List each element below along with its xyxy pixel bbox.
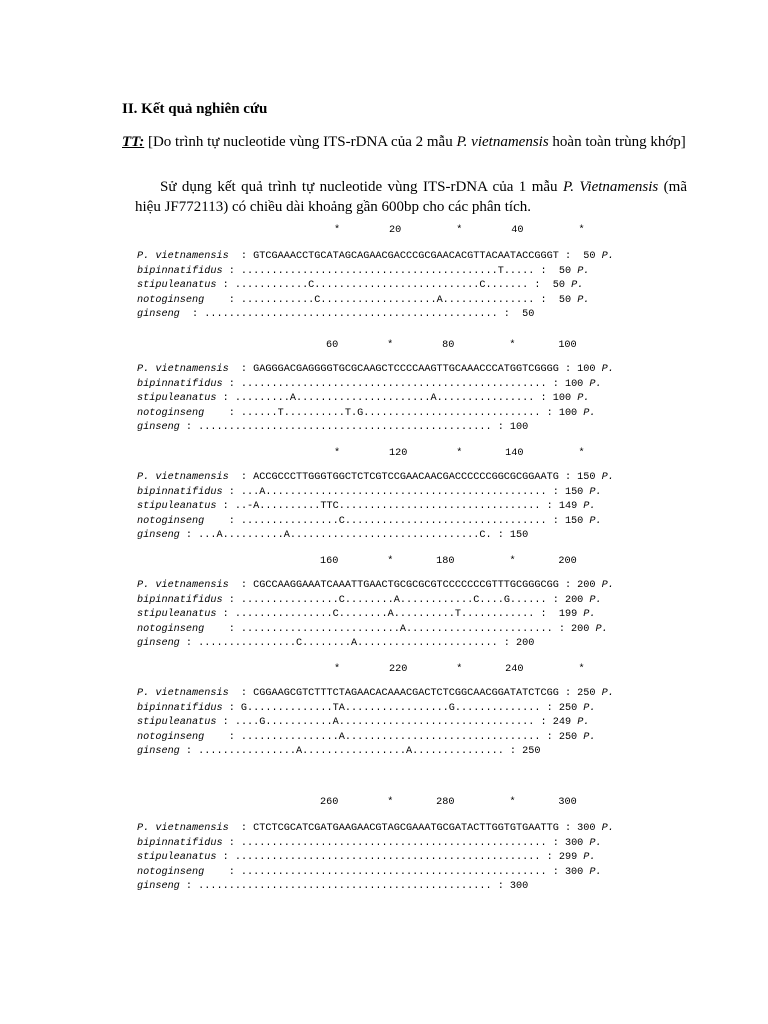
sequence: : ..........................................T..... : 50	[222, 265, 578, 277]
genus-prefix: P.	[601, 251, 614, 262]
position-ruler: 60 * 80 * 100	[326, 340, 577, 351]
alignment-block	[137, 471, 717, 544]
alignment-row	[137, 378, 717, 393]
sequence: : ................C........A....................... : 200	[179, 638, 535, 650]
genus-prefix: P.	[589, 837, 602, 849]
genus-prefix: P.	[595, 623, 608, 635]
alignment-row	[137, 579, 717, 594]
genus-prefix: P.	[577, 294, 590, 306]
sequence: : ...A..........A...............................C. : 150	[179, 530, 529, 542]
species-name: ginseng	[137, 309, 180, 321]
alignment-row	[137, 279, 717, 294]
sequence: : ................C................................. : 150	[204, 515, 590, 527]
genus-prefix: P.	[601, 580, 614, 591]
position-ruler: 160 * 180 * 200	[320, 556, 577, 567]
sequence: : ..........................A........................ : 200	[204, 623, 596, 635]
alignment-row	[137, 392, 717, 407]
alignment-row	[137, 594, 717, 609]
species-name: ginseng	[137, 638, 180, 650]
genus-prefix: P.	[589, 378, 602, 390]
sequence: : .................................................. : 100	[222, 378, 590, 390]
genus-prefix: P.	[583, 407, 596, 419]
alignment-block	[137, 579, 717, 652]
note-species: P. vietnamensis	[456, 134, 549, 150]
position-ruler: * 20 * 40 *	[334, 225, 585, 236]
genus-prefix: P.	[583, 702, 596, 714]
sequence: : GAGGGACGAGGGGTGCGCAAGCTCCCCAAGTTGCAAACCCATGGTCGGGG : 100	[228, 364, 602, 375]
genus-prefix: P.	[583, 609, 596, 621]
sequence: : CGGAAGCGTCTTTCTAGAACACAAACGACTCTCGGCAACGGATATCTCGG : 250	[228, 688, 602, 699]
alignment-row	[137, 308, 717, 323]
sequence: : ................................................ : 100	[179, 422, 529, 434]
position-ruler: * 220 * 240 *	[334, 664, 585, 675]
note-text-2: hoàn toàn trùng khớp]	[548, 134, 686, 150]
alignment-row	[137, 608, 717, 623]
alignment-row	[137, 716, 717, 731]
species-name: bipinnatifidus	[137, 594, 223, 606]
species-name: P. vietnamensis	[137, 688, 229, 699]
species-name: notoginseng	[137, 294, 205, 306]
sequence: : GTCGAAACCTGCATAGCAGAACGACCCGCGAACACGTTACAATACCGGGT : 50	[228, 251, 602, 262]
note-text-1: [Do trình tự nucleotide vùng ITS-rDNA của 2 mẫu	[144, 134, 457, 150]
species-name: notoginseng	[137, 731, 205, 743]
species-name: notoginseng	[137, 515, 205, 527]
genus-prefix: P.	[601, 823, 614, 834]
genus-prefix: P.	[583, 501, 596, 513]
sequence: : ............C...................A............... : 50	[204, 294, 578, 306]
sequence: : .........A......................A................ : 100	[216, 393, 578, 405]
sequence: : ................................................ : 50	[179, 309, 535, 321]
species-name: bipinnatifidus	[137, 702, 223, 714]
genus-prefix: P.	[583, 852, 596, 864]
species-name: P. vietnamensis	[137, 472, 229, 483]
alignment-row	[137, 702, 717, 717]
intro-text-2: (mã hiệu JF772113) có chiều dài khoảng gần 600bp cho các phân tích.	[135, 179, 687, 215]
genus-prefix: P.	[589, 486, 602, 498]
species-name: stipuleanatus	[137, 717, 217, 729]
alignment-row	[137, 250, 717, 265]
alignment-block	[137, 687, 717, 760]
species-name: bipinnatifidus	[137, 265, 223, 277]
species-name: notoginseng	[137, 407, 205, 419]
sequence: : ................C........A............C....G...... : 200	[222, 594, 590, 606]
species-name: stipuleanatus	[137, 852, 217, 864]
alignment-block	[137, 250, 717, 323]
sequence: : ................C........A..........T............ : 199	[216, 609, 584, 621]
sequence: : ............C...........................C....... : 50	[216, 280, 572, 292]
sequence: : ACCGCCCTTGGGTGGCTCTCGTCCGAACAACGACCCCCCGGCGCGGAATG : 150	[228, 472, 602, 483]
genus-prefix: P.	[601, 688, 614, 699]
species-name: P. vietnamensis	[137, 364, 229, 375]
sequence: : .................................................. : 300	[204, 866, 590, 878]
alignment-row	[137, 687, 717, 702]
species-name: notoginseng	[137, 623, 205, 635]
species-name: ginseng	[137, 422, 180, 434]
alignment-row	[137, 731, 717, 746]
sequence: : .................................................. : 300	[222, 837, 590, 849]
alignment-row	[137, 407, 717, 422]
sequence: : ..-A..........TTC................................. : 149	[216, 501, 584, 513]
species-name: P. vietnamensis	[137, 580, 229, 591]
species-name: stipuleanatus	[137, 393, 217, 405]
species-name: bipinnatifidus	[137, 486, 223, 498]
species-name: P. vietnamensis	[137, 823, 229, 834]
alignment-row	[137, 486, 717, 501]
sequence: : G..............TA.................G.............. : 250	[222, 702, 584, 714]
intro-paragraph	[135, 177, 687, 217]
genus-prefix: P.	[577, 265, 590, 277]
alignment-row	[137, 265, 717, 280]
alignment-block	[137, 822, 717, 895]
sequence: : .................................................. : 299	[216, 852, 584, 864]
genus-prefix: P.	[577, 717, 590, 729]
alignment-row	[137, 500, 717, 515]
genus-prefix: P.	[601, 472, 614, 483]
alignment-row	[137, 471, 717, 486]
alignment-row	[137, 421, 717, 436]
species-name: bipinnatifidus	[137, 837, 223, 849]
species-name: notoginseng	[137, 866, 205, 878]
genus-prefix: P.	[571, 280, 584, 292]
species-name: P. vietnamensis	[137, 251, 229, 262]
species-name: ginseng	[137, 746, 180, 758]
alignment-row	[137, 529, 717, 544]
alignment-block	[137, 363, 717, 436]
genus-prefix: P.	[583, 731, 596, 743]
sequence: : CTCTCGCATCGATGAAGAACGTAGCGAAATGCGATACTTGGTGTGAATTG : 300	[228, 823, 602, 834]
alignment-row	[137, 363, 717, 378]
alignment-row	[137, 294, 717, 309]
species-name: bipinnatifidus	[137, 378, 223, 390]
genus-prefix: P.	[577, 393, 590, 405]
tt-label: TT:	[122, 134, 145, 150]
alignment-row	[137, 623, 717, 638]
tt-note	[122, 133, 687, 152]
species-name: stipuleanatus	[137, 280, 217, 292]
sequence: : ................A.................A............... : 250	[179, 746, 541, 758]
intro-species: P. Vietnamensis	[562, 179, 659, 195]
sequence: : CGCCAAGGAAATCAAATTGAACTGCGCGCGTCCCCCCCGTTTGCGGGCGG : 200	[228, 580, 602, 591]
alignment-row	[137, 866, 717, 881]
genus-prefix: P.	[589, 866, 602, 878]
species-name: ginseng	[137, 881, 180, 893]
species-name: stipuleanatus	[137, 609, 217, 621]
alignment-row	[137, 880, 717, 895]
sequence: : ......T..........T.G............................. : 100	[204, 407, 584, 419]
sequence: : ................................................ : 300	[179, 881, 529, 893]
position-ruler: * 120 * 140 *	[334, 448, 585, 459]
alignment-row	[137, 822, 717, 837]
intro-text-1: Sử dụng kết quả trình tự nucleotide vùng ITS-rDNA của 1 mẫu	[160, 179, 563, 195]
species-name: ginseng	[137, 530, 180, 542]
section-heading: II. Kết quả nghiên cứu	[122, 101, 268, 117]
alignment-row	[137, 851, 717, 866]
genus-prefix: P.	[601, 364, 614, 375]
sequence: : ....G...........A................................ : 249	[216, 717, 578, 729]
alignment-row	[137, 637, 717, 652]
alignment-row	[137, 837, 717, 852]
alignment-row	[137, 515, 717, 530]
sequence: : ...A.............................................. : 150	[222, 486, 590, 498]
genus-prefix: P.	[589, 515, 602, 527]
species-name: stipuleanatus	[137, 501, 217, 513]
alignment-row	[137, 745, 717, 760]
genus-prefix: P.	[589, 594, 602, 606]
sequence: : ................A................................ : 250	[204, 731, 584, 743]
position-ruler: 260 * 280 * 300	[320, 797, 577, 808]
